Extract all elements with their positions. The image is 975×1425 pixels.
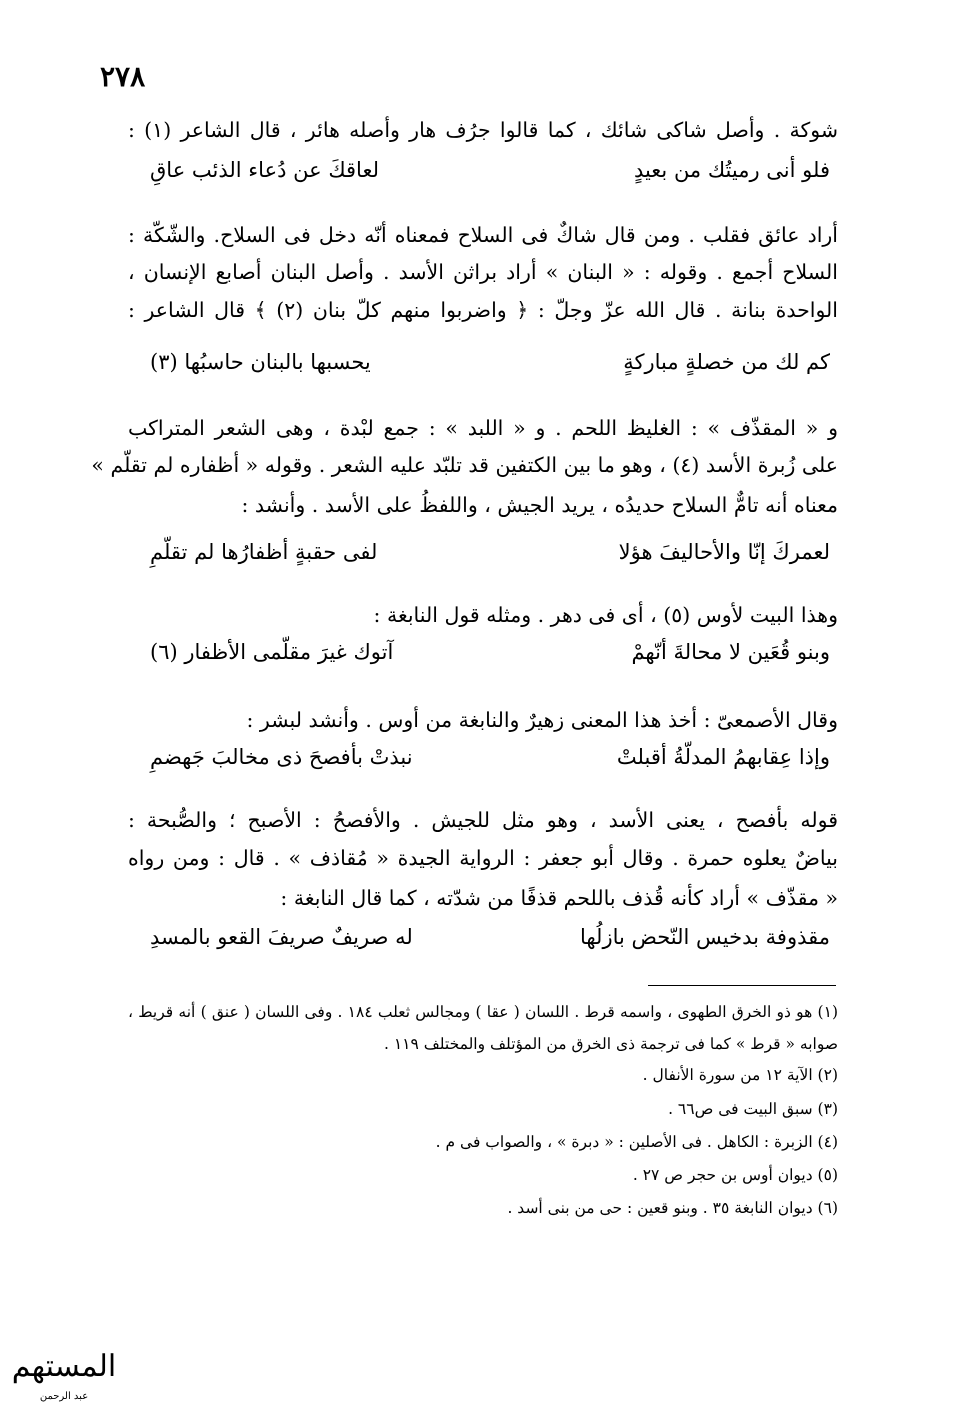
verse-3-first-hemistich: لعمركَ إنّا والأحاليفَ هؤلا: [618, 540, 830, 564]
verse-2-second-hemistich: يحسبها بالبنان حاسبُها (٣): [150, 350, 371, 374]
footnote-6: (٦) ديوان النابغة ٣٥ . وبنو قعين : حى من بنى أسد .: [507, 1199, 838, 1217]
verse-6-second-hemistich: له صريفٌ صريفَ القعو بالمسدِ: [150, 925, 413, 949]
verse-5-first-hemistich: وإذا عِقابهمُ المدلّةُ أقبلتْ: [616, 745, 830, 769]
verse-3: [150, 540, 830, 580]
verse-1-second-hemistich: لعاقكَ عن دُعاء الذئب عاقِ: [150, 158, 379, 182]
page-number: ٢٧٨: [100, 60, 146, 93]
text-line-1: شوكة . وأصل شاكى شائك ، كما قالوا جرُف هار وأصله هائر ، قال الشاعر (١) :: [128, 118, 838, 142]
verse-4-second-hemistich: آتوك غيرَ مقلّمى الأظفار (٦): [150, 640, 394, 664]
text-line-6: على زُبرة الأسد (٤) ، وهو ما بين الكتفين قد تلبّد عليه الشعر . وقوله « أظفاره لم تقلّم »: [91, 453, 838, 477]
verse-5: [150, 745, 830, 785]
footnote-1: (١) هو ذو الخرق الطهوى ، واسمه قرط . اللسان ( عقا ) ومجالس ثعلب ١٨٤ . وفى اللسان ( عنق ) أنه قريط ،: [128, 1003, 838, 1021]
verse-6: [150, 925, 830, 965]
verse-6-first-hemistich: مقذوفة بدخيس النّحض بازلُها: [579, 925, 830, 949]
text-line-11: بياضٌ يعلوه حمرة . وقال أبو جعفر : الرواية الجيدة « مُقاذف » . قال : ومن رواه: [128, 846, 838, 870]
text-line-12: « مقذّف » أراد كأنه قُذف باللحم قذفًا من شدّته ، كما قال النابغة :: [280, 886, 838, 910]
footnote-4: (٤) الزبرة : الكاهل . فى الأصلين : « دبرة » ، والصواب فى م .: [435, 1133, 838, 1151]
footnote-1-continued: صوابه « قرط » كما فى ترجمة ذى الخرق من المؤتلف والمختلف ١١٩ .: [383, 1035, 838, 1053]
footnote-separator: [648, 985, 836, 986]
library-stamp-logo: [5, 1345, 123, 1417]
verse-1: [150, 158, 830, 198]
verse-4-first-hemistich: وبنو قُعَين لا محالةَ أنّهمْ: [631, 640, 830, 664]
verse-1-first-hemistich: فلو أنى رميتُك من بعيدٍ: [633, 158, 830, 182]
footnote-2: (٢) الآية ١٢ من سورة الأنفال .: [642, 1066, 838, 1084]
text-line-9: وقال الأصمعىّ : أخذ هذا المعنى زهيرٌ والنابغة من أوس . وأنشد لبشر :: [246, 708, 838, 732]
text-line-7: معناه أنه تامٌّ السلاح حديدُه ، يريد الجيش ، واللفظُ على الأسد . وأنشد :: [241, 493, 838, 517]
footnote-3: (٣) سبق البيت فى ص٦٦ .: [668, 1100, 838, 1118]
stamp-main-text: المستهم: [11, 1349, 117, 1384]
verse-4: [150, 640, 830, 680]
footnote-5: (٥) ديوان أوس بن حجر ص ٢٧ .: [632, 1166, 838, 1184]
text-line-8: وهذا البيت لأوس (٥) ، أى فى دهر . ومثله قول النابغة :: [373, 603, 838, 627]
verse-3-second-hemistich: لفى حقبةٍ أظفارُها لم تقلّمِ: [150, 540, 378, 564]
text-line-5: و « المقذّف » : الغليظ اللحم . و « اللبد » : جمع لبْدة ، وهى الشعر المتراكب: [128, 416, 838, 440]
text-line-10: قوله بأفصح ، يعنى الأسد ، وهو مثل للجيش . والأفصحُ : الأصبح ؛ والصُّبحة :: [128, 808, 838, 832]
verse-2: [150, 350, 830, 390]
text-line-2: أراد عائق فقلب . ومن قال شاكٌ فى السلاح فمعناه أنّه دخل فى السلاح. والشّكّة :: [128, 223, 838, 247]
text-line-3: السلاح أجمع . وقوله : « البنان » أراد براثن الأسد . وأصل البنان أصابع الإنسان ،: [128, 260, 838, 284]
verse-2-first-hemistich: كم لك من خصلةٍ مباركةٍ: [623, 350, 830, 374]
stamp-sub-text: عبد الرحمن: [39, 1391, 89, 1402]
text-line-4: الواحدة بنانة . قال الله عزّ وجلّ : ﴿ واضربوا منهم كلّ بنان (٢) ﴾ قال الشاعر :: [128, 298, 838, 322]
verse-5-second-hemistich: نبذتْ بأفصحَ ذى مخالبَ جَهضمِ: [150, 745, 413, 769]
